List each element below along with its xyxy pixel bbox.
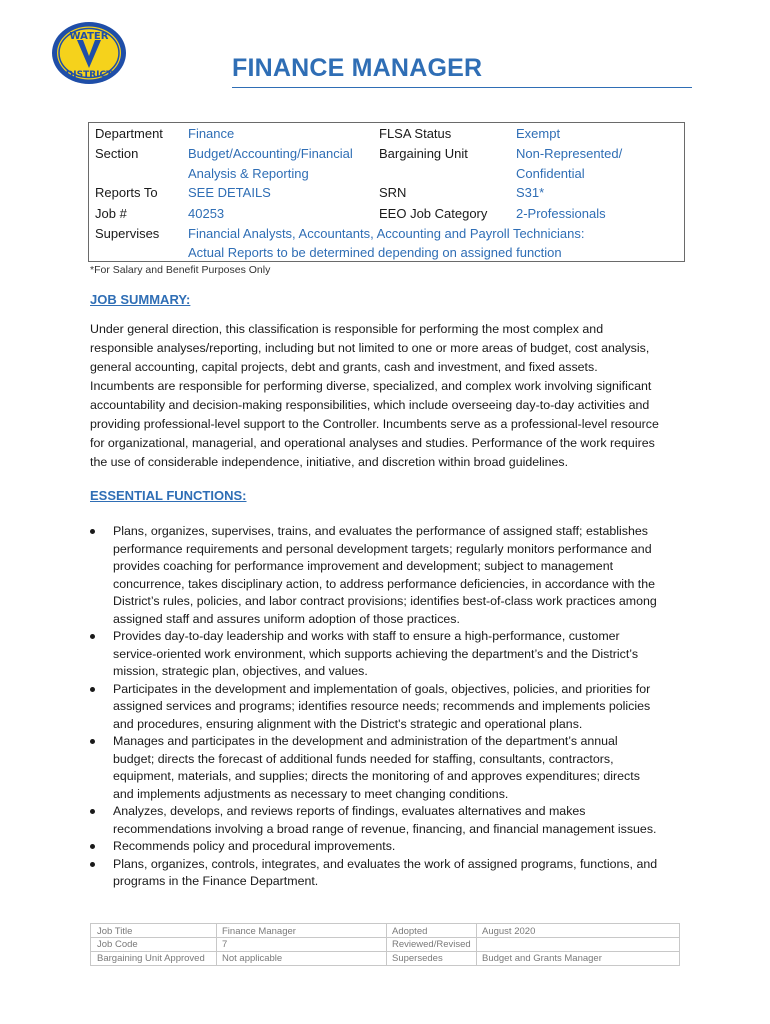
supervises-label: Supervises xyxy=(95,226,160,241)
job-summary-line: Under general direction, this classification is responsible for performing the most complex and xyxy=(90,322,604,336)
reports-to-value: SEE DETAILS xyxy=(188,185,271,200)
footer-bargaining-approved-label: Bargaining Unit Approved xyxy=(97,953,205,964)
footer-supersedes-label: Supersedes xyxy=(392,953,443,964)
section-value-line2: Analysis & Reporting xyxy=(188,166,309,181)
essential-functions-heading: ESSENTIAL FUNCTIONS: xyxy=(90,488,247,503)
job-summary-line: providing professional-level support to the Controller. Incumbents serve as a professional-level resource xyxy=(90,417,659,431)
bargaining-unit-label: Bargaining Unit xyxy=(379,146,468,161)
eeo-category-label: EEO Job Category xyxy=(379,206,488,221)
flsa-value: Exempt xyxy=(516,126,561,141)
job-summary-text xyxy=(90,320,690,472)
footer-col-divider xyxy=(386,924,387,965)
function-list-item xyxy=(90,523,690,628)
function-line: assigned staff and assures uniform adoption of those practices. xyxy=(113,611,460,626)
flsa-label: FLSA Status xyxy=(379,126,452,141)
function-line: programs in the Finance Department. xyxy=(113,874,319,888)
function-list-item xyxy=(90,628,690,681)
job-number-label: Job # xyxy=(95,206,127,221)
job-summary-line: general accounting, capital projects, debt and grants, cash and investment, and fixed assets. xyxy=(90,360,598,374)
essential-functions-list xyxy=(90,523,690,891)
footnote: *For Salary and Benefit Purposes Only xyxy=(90,264,271,276)
bullet-icon xyxy=(90,844,95,849)
function-line: and implements adjustments as necessary to meet changing conditions. xyxy=(113,786,509,801)
bullet-icon xyxy=(90,687,95,692)
function-list-item xyxy=(90,838,690,856)
logo-text-top: WATER xyxy=(69,31,109,42)
bullet-icon xyxy=(90,634,95,639)
footer-reviewed-label: Reviewed/Revised xyxy=(392,939,471,950)
function-line: assigned services and programs; identifies resource needs; recommends and implements policies xyxy=(113,699,651,713)
function-line: Recommends policy and procedural improvements. xyxy=(113,839,396,853)
function-line: Manages and participates in the development and administration of the department’s annual xyxy=(113,734,618,748)
reports-to-label: Reports To xyxy=(95,185,158,200)
supervises-value-line1: Financial Analysts, Accountants, Accounting and Payroll Technicians: xyxy=(188,226,585,241)
function-line: concurrence, takes disciplinary action, to address performance deficiencies, in accordance with the xyxy=(113,576,656,591)
function-line: recommendations involving a broad range of revenue, financing, and financial management issues. xyxy=(113,821,657,836)
water-district-logo xyxy=(50,20,128,86)
logo-text-bottom: DISTRICT xyxy=(65,70,113,80)
footer-bargaining-approved-value: Not applicable xyxy=(222,953,283,964)
function-list-item xyxy=(90,681,690,734)
section-label: Section xyxy=(95,146,139,161)
function-line: performance requirements and personal development targets; regularly monitors performance and xyxy=(113,541,652,556)
footer-row-divider xyxy=(91,937,679,938)
bargaining-unit-value-line1: Non-Represented/ xyxy=(516,146,623,161)
job-summary-line: Incumbents are responsible for performing diverse, specialized, and complex work involving significant xyxy=(90,379,652,393)
job-summary-line: accountability and decision-making responsibilities, which include overseeing day-to-day activities and xyxy=(90,398,650,412)
srn-label: SRN xyxy=(379,185,407,200)
function-line: equipment, materials, and supplies; directs the monitoring of and approves expenditures; directs xyxy=(113,769,640,783)
bullet-icon xyxy=(90,862,95,867)
job-summary-line: the use of considerable independence, initiative, and discretion within broad guidelines. xyxy=(90,455,569,469)
footer-job-code-value: 7 xyxy=(222,939,228,950)
department-label: Department xyxy=(95,126,163,141)
footer-job-code-label: Job Code xyxy=(97,939,138,950)
function-line: and procedures, ensuring alignment with the District's strategic and operational plans. xyxy=(113,716,583,731)
footer-job-title-value: Finance Manager xyxy=(222,926,296,937)
function-line: service-oriented work environment, which supports achieving the department’s and the District’s xyxy=(113,646,639,661)
bullet-icon xyxy=(90,739,95,744)
job-summary-line: for organizational, managerial, and operational analyses and studies. Performance of the work requires xyxy=(90,436,655,450)
eeo-category-value: 2-Professionals xyxy=(516,206,606,221)
function-line: District’s rules, policies, and labor contract provisions; identifies best-of-class work practices among xyxy=(113,594,657,608)
footer-adopted-value: August 2020 xyxy=(482,926,536,937)
function-line: Provides day-to-day leadership and works with staff to ensure a high-performance, customer xyxy=(113,629,620,643)
srn-value: S31* xyxy=(516,185,545,200)
bargaining-unit-value-line2: Confidential xyxy=(516,166,585,181)
footer-col-divider xyxy=(476,924,477,965)
footer-supersedes-value: Budget and Grants Manager xyxy=(482,953,602,964)
job-summary-heading: JOB SUMMARY: xyxy=(90,292,191,307)
document-control-table xyxy=(90,923,680,966)
function-line: Analyzes, develops, and reviews reports of findings, evaluates alternatives and makes xyxy=(113,804,586,818)
footer-adopted-label: Adopted xyxy=(392,926,428,937)
bullet-icon xyxy=(90,809,95,814)
function-line: Participates in the development and implementation of goals, objectives, policies, and priorities for xyxy=(113,681,651,696)
supervises-value-line2: Actual Reports to be determined depending on assigned function xyxy=(188,245,562,260)
function-line: provides coaching for performance improvement and development; subject to management xyxy=(113,559,614,573)
footer-job-title-label: Job Title xyxy=(97,926,133,937)
footer-col-divider xyxy=(216,924,217,965)
function-list-item xyxy=(90,733,690,803)
job-summary-line: responsible analyses/reporting, including but not limited to one or more areas of budget, cost analysis, xyxy=(90,341,650,355)
title-underline xyxy=(232,87,692,88)
page-title: FINANCE MANAGER xyxy=(232,54,483,82)
function-list-item xyxy=(90,856,690,891)
job-number-value: 40253 xyxy=(188,206,225,221)
section-value-line1: Budget/Accounting/Financial xyxy=(188,146,353,161)
position-info-table xyxy=(88,122,685,262)
function-line: mission, strategic plan, objectives, and values. xyxy=(113,664,368,678)
function-line: Plans, organizes, controls, integrates, and evaluates the work of assigned programs, functions, and xyxy=(113,856,658,871)
function-line: Plans, organizes, supervises, trains, and evaluates the performance of assigned staff; establishes xyxy=(113,524,648,538)
bullet-icon xyxy=(90,529,95,534)
function-line: budget; directs the forecast of additional funds needed for staffing, consultants, contractors, xyxy=(113,751,614,766)
function-list-item xyxy=(90,803,690,838)
department-value: Finance xyxy=(188,126,235,141)
